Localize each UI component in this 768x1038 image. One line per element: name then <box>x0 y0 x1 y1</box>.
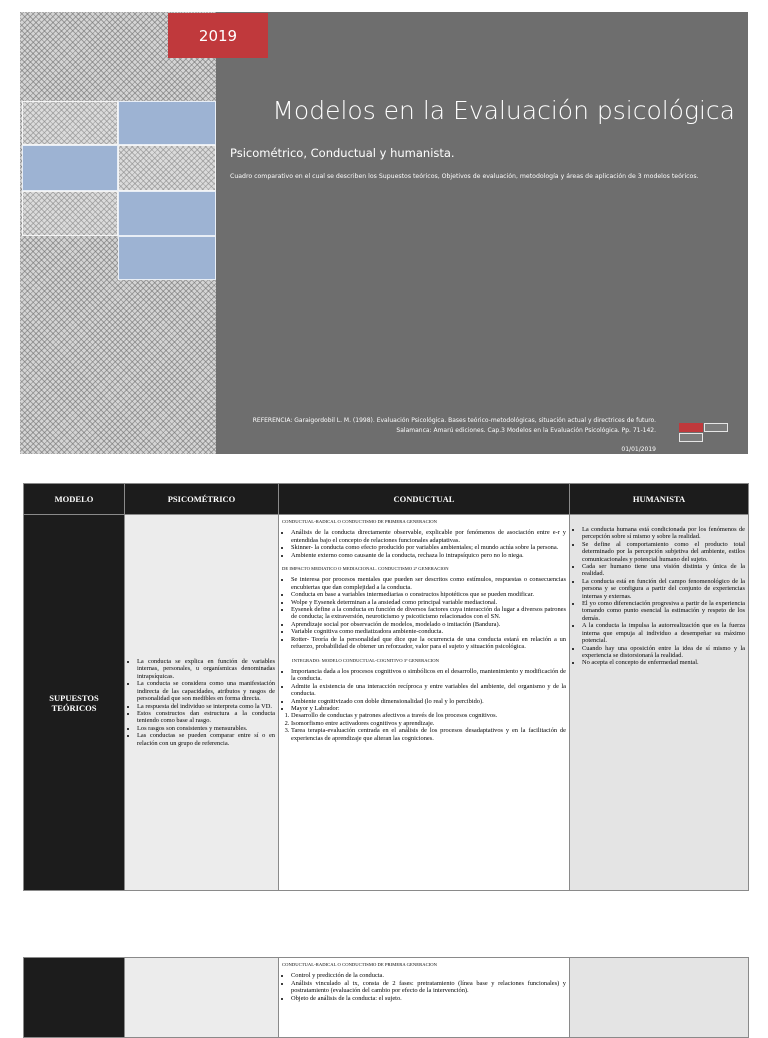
list-item: • Rotter- Teoría de la personalidad que dice que la ocurrencia de una conducta estará en relación a un refuerzo, probabilidad de obtener un reforzador, valor para el sujeto y situación psicológica. <box>291 636 566 651</box>
list-item: • Cada ser humano tiene una visión distinta y única de la realidad. <box>582 563 745 578</box>
page-title: Modelos en la Evaluación psicológica <box>272 96 735 125</box>
list-item: • La conducta se explica en función de variables internas, personales, u organísmicas denominadas intrapsíquicas. <box>137 658 275 680</box>
list-item: • Los rasgos son consistentes y mensurables. <box>137 725 275 732</box>
list-item: • Las conductas se pueden comparar entre sí o en relación con un grupo de referencia. <box>137 732 275 747</box>
list-item: • Se interesa por procesos mentales que pueden ser descritos como estímulos, respuestas o consecuencias encubiertas que dan complejidad a la conducta. <box>291 576 566 591</box>
decor-block <box>22 145 118 191</box>
list <box>128 658 275 747</box>
list-item: 3. Tarea terapia-evaluación centrada en el análisis de los procesos desadaptativos y en la facilitación de experiencias de aprendizaje que alteran las cogniciones. <box>291 727 566 742</box>
comparison-table <box>23 483 749 891</box>
decor-mini-block <box>704 423 728 432</box>
list-item: 1. Desarrollo de conductas y patrones afectivos a través de los procesos cognitivos. <box>291 712 566 719</box>
header-modelo: MODELO <box>24 484 125 515</box>
cover-date: 01/01/2019 <box>621 446 656 453</box>
section-heading: INTEGRADO: MODELO CONDUCTUAL-COGNITIVO 3ª GENERACION <box>292 657 440 663</box>
list <box>282 576 566 650</box>
list-item: • Importancia dada a los procesos cognitivos o simbólicos en el desarrollo, mantenimiento y modificación de la conducta. <box>291 668 566 683</box>
list <box>573 526 745 667</box>
cover-description: Cuadro comparativo en el cual se describen los Supuestos teóricos, Objetivos de evaluación, metodología y áreas de aplicación de 3 modelos teóricos. <box>230 173 699 180</box>
humanista-cell <box>570 958 749 1038</box>
list-item: • La conducta está en función del campo fenomenológico de la persona y se configura a partir del conjunto de experiencias internas y externas. <box>582 578 745 600</box>
decor-block <box>118 191 216 236</box>
list-item: • Ambiente cognitivizado con doble dimensionalidad (lo real y lo percibido). <box>291 698 566 705</box>
list-item: • Análisis vinculado al tx, consta de 2 fases: pretratamiento (línea base y relaciones funcionales) y postratamiento (evaluación del cambio por efecto de la intervención). <box>291 980 566 995</box>
section-heading: DE IMPACTO MEDIATICO O MEDIACIONAL. CONDUCTISMO 2ª GENERACION <box>282 566 449 572</box>
list-item: • Skinner- la conducta como efecto producido por variables ambientales; el mundo actúa sobre la persona. <box>291 544 566 551</box>
list-item: • Ambiente externo como causante de la conducta, rechaza lo intrapsíquico pero no lo niega. <box>291 552 566 559</box>
comparison-table-continued <box>23 957 749 1038</box>
table-row <box>24 515 749 891</box>
list-item: • Análisis de la conducta directamente observable, explicable por fenómenos de asociación entre e-r y entendidas bajo el concepto de relaciones funcionales adaptativas. <box>291 529 566 544</box>
list-item: • Estos constructos dan estructura a la conducta teniendo como base al rasgo. <box>137 710 275 725</box>
list-item: • Admite la existencia de una interacción recíproca y entre variables del ambiente, del organismo y de la conducta. <box>291 683 566 698</box>
list-item: • Aprendizaje social por observación de modelos, modelado o imitación (Bandura). <box>291 621 566 628</box>
list <box>282 668 566 712</box>
list-item: • La conducta humana está condicionada por los fenómenos de percepción sobre sí mismo y sobre la realidad. <box>582 526 745 541</box>
list-item: • Wolpe y Eysenek determinan a la ansiedad como principal variable mediacional. <box>291 599 566 606</box>
decor-mini-block <box>679 423 703 432</box>
section-heading: CONDUCTUAL-RADICAL O CONDUCTISMO DE PRIMERA GENERACION <box>282 519 438 524</box>
table-header-row <box>24 484 749 515</box>
list-item: • No acepta el concepto de enfermedad mental. <box>582 659 745 666</box>
decor-block <box>118 236 216 280</box>
decor-block <box>22 101 118 145</box>
list-item: • El yo como diferenciación progresiva a partir de la experiencia tomando como punto esencial la estimación y respeto de los demás. <box>582 600 745 622</box>
psicometrico-cell <box>125 958 279 1038</box>
header-conductual: CONDUCTUAL <box>279 484 570 515</box>
list-item: • Se define al comportamiento como el producto total determinado por la percepción subjetiva del ambiente, estilos comunicacionales y potencial humano del sujeto. <box>582 541 745 563</box>
decor-block <box>118 101 216 145</box>
list-item: 2. Isomorfismo entre activadores cognitivos y aprendizaje. <box>291 720 566 727</box>
conductual-cell <box>279 515 570 891</box>
list-item: • A la conducta la impulsa la autorrealización que es la fuerza interna que empuja al individuo a desempeñar su máximo potencial. <box>582 622 745 644</box>
year-badge: 2019 <box>168 13 268 58</box>
conductual-cell <box>279 958 570 1038</box>
list-item: • La respuesta del individuo se interpreta como la VD. <box>137 703 275 710</box>
list-item: • Control y predicción de la conducta. <box>291 972 566 979</box>
humanista-cell <box>570 515 749 891</box>
list-item: • La conducta se considera como una manifestación indirecta de las capacidades, atributos y rasgos de personalidad que son medibles en forma directa. <box>137 680 275 702</box>
psicometrico-cell <box>125 515 279 891</box>
list-item: • Mayor y Labrador: <box>291 705 566 712</box>
page-subtitle: Psicométrico, Conductual y humanista. <box>230 146 455 160</box>
list-item: • Conducta en base a variables intermediarias o constructos hipotéticos que se pueden modificar. <box>291 591 566 598</box>
table-row <box>24 958 749 1038</box>
decor-block <box>22 191 118 236</box>
row-label <box>24 958 125 1038</box>
row-label: SUPUESTOS TEÓRICOS <box>24 515 125 891</box>
list-item: • Objeto de análisis de la conducta: el sujeto. <box>291 995 566 1002</box>
numbered-list <box>282 712 566 742</box>
header-psicometrico: PSICOMÉTRICO <box>125 484 279 515</box>
cover-page <box>20 12 748 454</box>
list-item: • Cuando hay una oposición entre la idea de sí mismo y la experiencia se distorsionará la realidad. <box>582 645 745 660</box>
section-heading: CONDUCTUAL-RADICAL O CONDUCTISMO DE PRIMERA GENERACION <box>282 962 438 967</box>
list-item: • Variable cognitiva como mediatizadora ambiente-conducta. <box>291 628 566 635</box>
decor-block <box>118 145 216 191</box>
list <box>282 972 566 1002</box>
reference-text: REFERENCIA: Garaigordobil L. M. (1998). Evaluación Psicológica. Bases teórico-metodológicas, situación actual y directrices de futuro. Salamanca: Amarú ediciones. Cap.3 Modelos en la Evaluación Psicológica. Pp. 71-142. <box>252 417 656 434</box>
list <box>282 529 566 559</box>
header-humanista: HUMANISTA <box>570 484 749 515</box>
decor-mini-block <box>679 433 703 442</box>
list-item: • Eysenek define a la conducta en función de diversos factores cuya interacción da lugar a diversos patrones de conducta; la extraversión, neuroticismo y psicoticismo relacionados con el SN. <box>291 606 566 621</box>
